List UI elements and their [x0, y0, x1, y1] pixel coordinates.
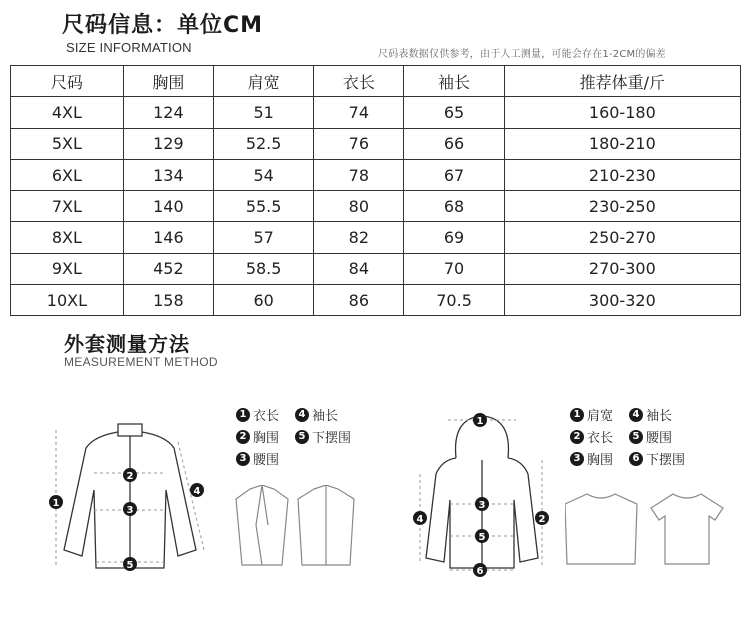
marker-label: 5: [126, 560, 134, 571]
table-cell: 452: [123, 253, 213, 284]
page-subtitle: SIZE INFORMATION: [66, 40, 192, 55]
marker-label: 1: [52, 498, 60, 509]
table-cell: 6XL: [11, 159, 124, 190]
legend-left-row-3: [236, 449, 279, 468]
table-cell: 76: [314, 128, 404, 159]
table-cell: 9XL: [11, 253, 124, 284]
number-badge: 2: [236, 430, 250, 444]
number-badge: 5: [295, 430, 309, 444]
table-cell: 70: [404, 253, 504, 284]
table-cell: 82: [314, 222, 404, 253]
table-cell: 86: [314, 285, 404, 316]
table-row: [11, 222, 741, 253]
table-row: [11, 285, 741, 316]
number-badge: 3: [236, 452, 250, 466]
number-badge: 1: [236, 408, 250, 422]
table-cell: 58.5: [214, 253, 314, 284]
legend-label: 肩宽: [587, 409, 614, 424]
number-badge: 3: [570, 452, 584, 466]
table-cell: 250-270: [504, 222, 740, 253]
table-cell: 124: [123, 97, 213, 128]
legend-label: 袖长: [312, 409, 339, 424]
jacket-diagram: [40, 410, 220, 580]
legend-label: 衣长: [253, 409, 280, 424]
blazer-icon: [236, 485, 288, 565]
number-badge: 4: [629, 408, 643, 422]
method-title: 外套测量方法: [64, 332, 190, 356]
table-cell: 129: [123, 128, 213, 159]
legend-label: 衣长: [587, 431, 614, 446]
size-table: [10, 65, 741, 316]
marker-label: 3: [478, 500, 486, 511]
marker-label: 6: [476, 566, 484, 577]
table-cell: 146: [123, 222, 213, 253]
table-cell: 7XL: [11, 191, 124, 222]
column-header: 推荐体重/斤: [504, 66, 740, 97]
page-title: 尺码信息：单位CM: [62, 13, 264, 38]
blazer-lapel-icon: [256, 485, 268, 565]
table-cell: 60: [214, 285, 314, 316]
marker-label: 5: [478, 532, 486, 543]
number-badge: 5: [629, 430, 643, 444]
table-cell: 54: [214, 159, 314, 190]
table-cell: 68: [404, 191, 504, 222]
column-header: 袖长: [404, 66, 504, 97]
table-row: [11, 159, 741, 190]
table-cell: 80: [314, 191, 404, 222]
number-badge: 4: [295, 408, 309, 422]
table-cell: 140: [123, 191, 213, 222]
marker-label: 2: [126, 471, 134, 482]
table-cell: 69: [404, 222, 504, 253]
measurement-note: 尺码表数据仅供参考，由于人工测量，可能会存在1-2CM的偏差: [378, 49, 666, 60]
legend-right-row-2: [570, 427, 672, 446]
method-subtitle: MEASUREMENT METHOD: [64, 355, 218, 369]
marker-label: 3: [126, 505, 134, 516]
legend-right-row-3: [570, 449, 685, 468]
marker-label: 2: [538, 514, 546, 525]
garment-icons-left: [232, 485, 362, 567]
table-cell: 8XL: [11, 222, 124, 253]
table-cell: 134: [123, 159, 213, 190]
table-row: [11, 253, 741, 284]
legend-label: 袖长: [646, 409, 673, 424]
marker-label: 4: [416, 514, 424, 525]
hoodie-diagram: [400, 408, 565, 580]
table-cell: 300-320: [504, 285, 740, 316]
table-cell: 65: [404, 97, 504, 128]
table-row: [11, 191, 741, 222]
column-header: 肩宽: [214, 66, 314, 97]
marker-label: 1: [476, 416, 484, 427]
table-header-row: [11, 66, 741, 97]
table-cell: 70.5: [404, 285, 504, 316]
column-header: 衣长: [314, 66, 404, 97]
table-cell: 67: [404, 159, 504, 190]
legend-label: 下摆围: [312, 431, 352, 446]
number-badge: 1: [570, 408, 584, 422]
marker-label: 4: [193, 486, 201, 497]
table-cell: 66: [404, 128, 504, 159]
table-cell: 270-300: [504, 253, 740, 284]
table-cell: 210-230: [504, 159, 740, 190]
garment-icons-right: [565, 490, 725, 570]
legend-left-row-1: [236, 405, 338, 424]
longsleeve-tee-icon: [565, 494, 637, 564]
number-badge: 2: [570, 430, 584, 444]
legend-label: 胸围: [253, 431, 280, 446]
number-badge: 6: [629, 452, 643, 466]
table-cell: 10XL: [11, 285, 124, 316]
column-header: 胸围: [123, 66, 213, 97]
table-cell: 51: [214, 97, 314, 128]
tshirt-icon: [651, 494, 723, 564]
legend-label: 下摆围: [646, 453, 686, 468]
table-cell: 180-210: [504, 128, 740, 159]
table-cell: 5XL: [11, 128, 124, 159]
table-cell: 52.5: [214, 128, 314, 159]
table-cell: 74: [314, 97, 404, 128]
table-cell: 57: [214, 222, 314, 253]
table-cell: 55.5: [214, 191, 314, 222]
table-row: [11, 128, 741, 159]
legend-label: 腰围: [253, 453, 280, 468]
legend-label: 胸围: [587, 453, 614, 468]
column-header: 尺码: [11, 66, 124, 97]
legend-label: 腰围: [646, 431, 673, 446]
legend-right-row-1: [570, 405, 672, 424]
table-cell: 78: [314, 159, 404, 190]
table-cell: 4XL: [11, 97, 124, 128]
table-cell: 158: [123, 285, 213, 316]
legend-left-row-2: [236, 427, 351, 446]
table-cell: 84: [314, 253, 404, 284]
table-row: [11, 97, 741, 128]
table-cell: 160-180: [504, 97, 740, 128]
table-cell: 230-250: [504, 191, 740, 222]
jacket-collar: [118, 424, 142, 436]
